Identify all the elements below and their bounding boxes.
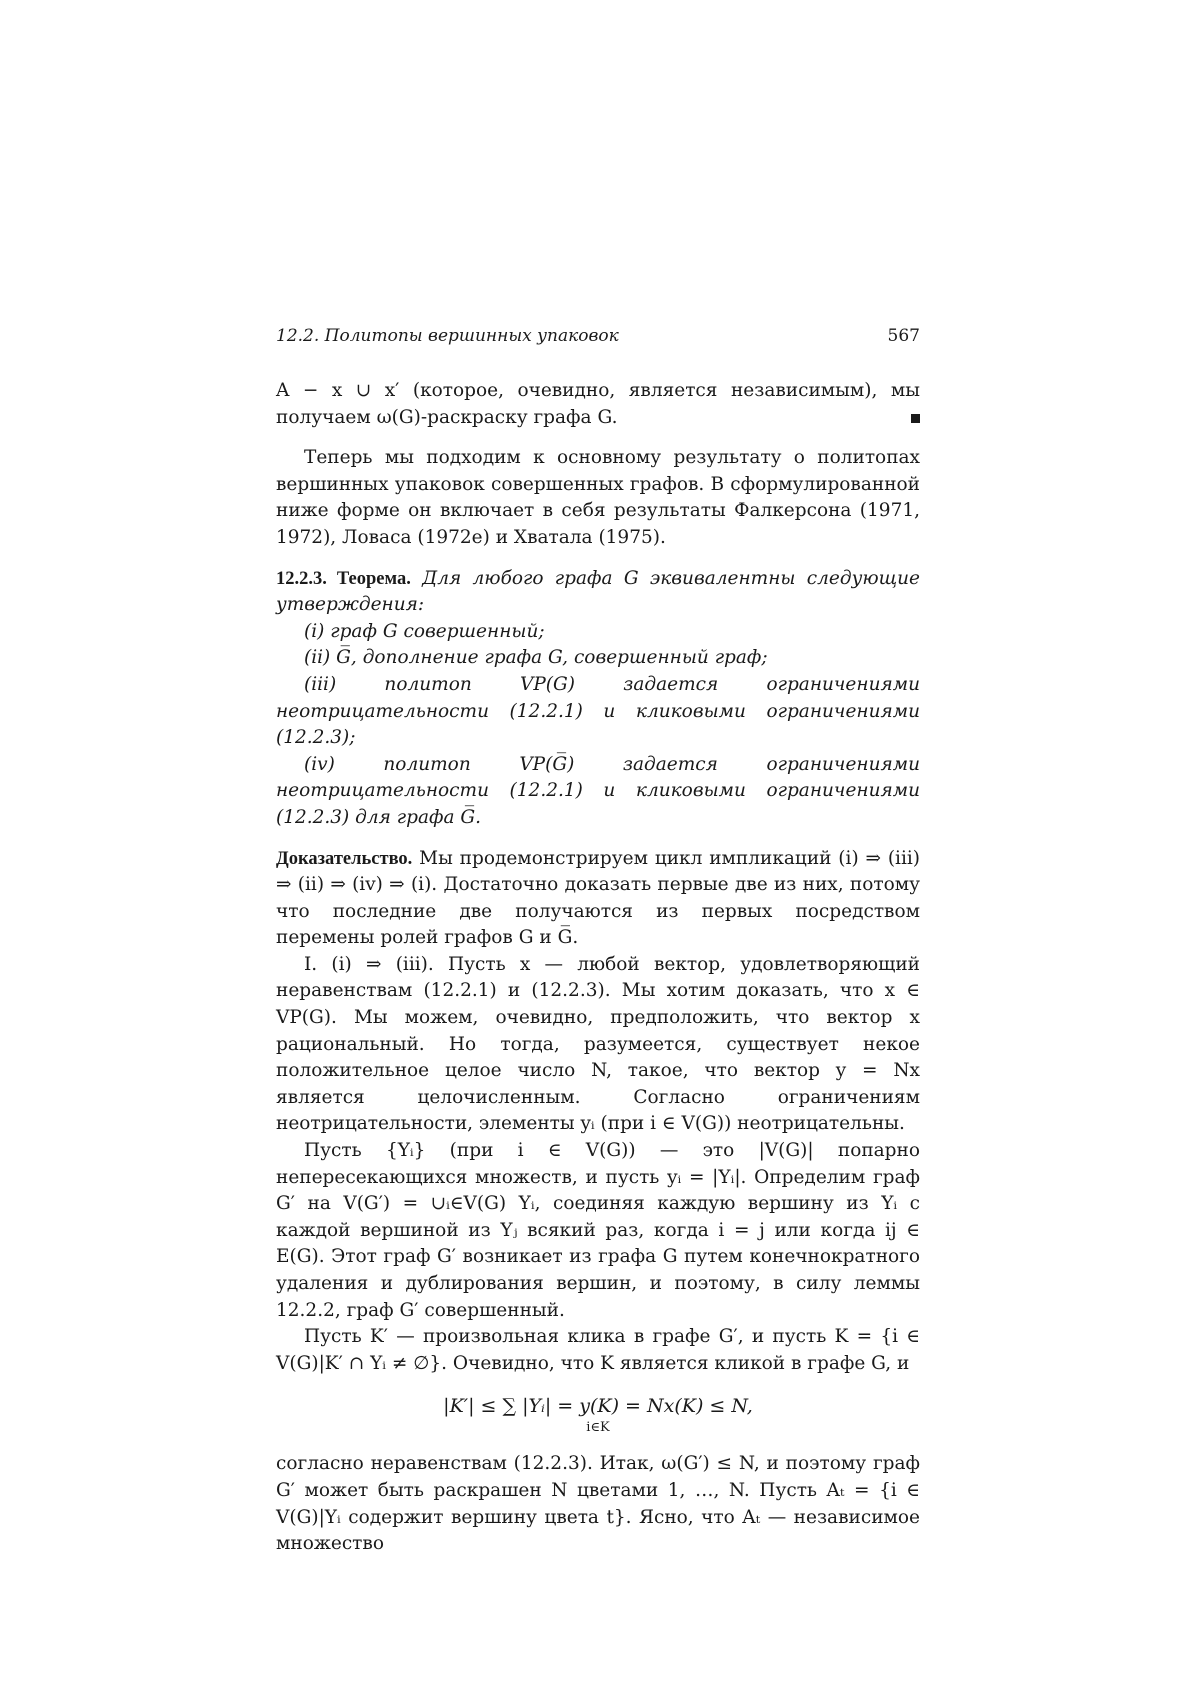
paragraph-text: A − x ∪ x′ (которое, очевидно, является независимым), мы получаем ω(G)-раскраску графа G. xyxy=(276,380,920,428)
page-header xyxy=(276,326,920,354)
formula-main: |K′| ≤ ∑ |Yᵢ| = y(K) = Nx(K) ≤ N, xyxy=(443,1395,753,1418)
proof-heading: Доказательство. xyxy=(276,848,413,869)
proof-part-1: I. (i) ⇒ (iii). Пусть x — любой вектор, удовлетворяющий неравенствам (12.2.1) и (12.2.3). Мы хотим доказать, что x ∈ VP(G). Мы можем, очевидно, предположить, что вектор x рациональный. Но тогда, разумеется, существует некое положительное целое число N, такое, что вектор y = Nx является целочисленным. Согласно ограничениям неотрицательности, элементы yᵢ (при i ∈ V(G)) неотрицательны. xyxy=(276,953,920,1135)
formula-sum-index: i∈K xyxy=(586,1420,610,1436)
proof xyxy=(276,846,920,952)
running-title: 12.2. Политопы вершинных упаковок xyxy=(276,326,619,346)
proof-statement: Мы продемонстрируем цикл импликаций (i) ⇒ (iii) ⇒ (ii) ⇒ (iv) ⇒ (i). Достаточно доказать первые две из них, потому что последние две получаются из первых посредством перемены ролей графов G и G̅. xyxy=(276,847,921,949)
theorem-heading: 12.2.3. Теорема. xyxy=(276,568,411,589)
display-formula xyxy=(276,1391,920,1435)
theorem-item-3: (iii) политоп VP(G) задается ограничениями неотрицательности (12.2.1) и кликовыми ограничениями (12.2.3); xyxy=(276,673,920,749)
page-number: 567 xyxy=(887,326,920,346)
theorem-statement: Для любого графа G эквивалентны следующие утверждения: xyxy=(276,567,920,616)
theorem xyxy=(276,566,920,619)
proof-paragraph-clique: Пусть K′ — произвольная клика в графе G′, и пусть K = {i ∈ V(G)|K′ ∩ Yᵢ ≠ ∅}. Очевидно, что K является кликой в графе G, и xyxy=(276,1326,920,1374)
paragraph-intro: Теперь мы подходим к основному результату о политопах вершинных упаковок совершенных графов. В сформулированной ниже форме он включает в себя результаты Фалкерсона (1971, 1972), Ловаса (1972e) и Хватала (1975). xyxy=(276,447,920,548)
proof-paragraph-coloring: согласно неравенствам (12.2.3). Итак, ω(G′) ≤ N, и поэтому граф G′ может быть раскрашен N цветами 1, …, N. Пусть Aₜ = {i ∈ V(G)|Yᵢ содержит вершину цвета t}. Ясно, что Aₜ — независимое множество xyxy=(276,1453,920,1555)
proof-paragraph-sets: Пусть {Yᵢ} (при i ∈ V(G)) — это |V(G)| попарно непересекающихся множеств, и пусть yᵢ = |Yᵢ|. Определим граф G′ на V(G′) = ∪ᵢ∈V(G) Yᵢ, соединяя каждую вершину из Yᵢ с каждой вершиной из Yⱼ всякий раз, когда i = j или когда ij ∈ E(G). Этот граф G′ возникает из графа G путем конечнократного удаления и дублирования вершин, и поэтому, в силу леммы 12.2.2, граф G′ совершенный. xyxy=(276,1140,920,1321)
theorem-item-2: (ii) G̅, дополнение графа G, совершенный граф; xyxy=(304,647,768,669)
paragraph-continuation xyxy=(276,378,920,431)
qed-square-icon xyxy=(911,414,920,423)
body-text xyxy=(276,378,920,1558)
theorem-item-4: (iv) политоп VP(G̅) задается ограничениями неотрицательности (12.2.1) и кликовыми ограничениями (12.2.3) для графа G̅. xyxy=(276,753,920,828)
theorem-item-1: (i) граф G совершенный; xyxy=(304,620,545,642)
